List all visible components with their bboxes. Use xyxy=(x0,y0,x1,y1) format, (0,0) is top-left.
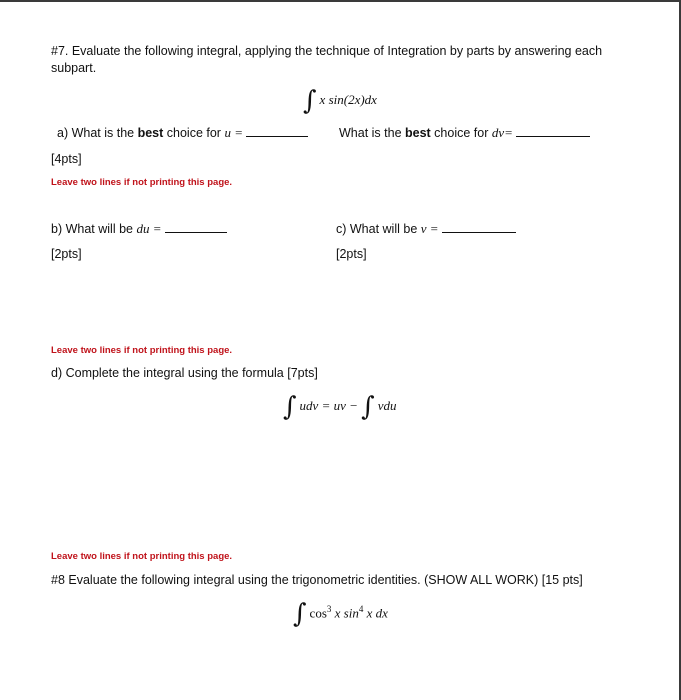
q8-title: #8 Evaluate the following integral using the trigonometric identities. (SHOW ALL WORK) [15 pts] xyxy=(51,573,583,587)
formula-left: udv = uv − xyxy=(299,398,358,413)
formula-right: vdu xyxy=(377,398,397,413)
q7-dv-question xyxy=(339,125,590,141)
q8-end: x dx xyxy=(363,605,388,621)
q7-dv-answer-blank[interactable] xyxy=(516,126,590,137)
q7b-answer-blank[interactable] xyxy=(165,222,227,233)
q7b-question xyxy=(51,221,227,237)
integral-symbol: ∫ xyxy=(303,86,317,116)
q8-integral xyxy=(293,599,388,630)
q7b-prefix: b) What will be xyxy=(51,222,137,236)
q7c-points: [2pts] xyxy=(336,247,367,261)
q7c-prefix: c) What will be xyxy=(336,222,421,236)
integral-symbol: ∫ xyxy=(283,392,297,422)
q7-integral-expression: x sin(2x)dx xyxy=(319,92,377,107)
warning-note-3: Leave two lines if not printing this page. xyxy=(51,551,233,562)
integration-by-parts-formula xyxy=(283,392,397,422)
warning-note-2: Leave two lines if not printing this page. xyxy=(51,345,233,356)
q7b-variable: du = xyxy=(136,221,162,236)
q8-cos-exponent: 3 xyxy=(326,604,332,614)
q7a-variable: u = xyxy=(224,125,243,140)
q7-dv-suffix: choice for xyxy=(430,126,492,140)
q8-mid: x sin xyxy=(331,605,359,621)
q7-dv-variable: dv= xyxy=(491,125,513,140)
q7a-question xyxy=(57,125,308,141)
integral-symbol: ∫ xyxy=(361,392,375,422)
q7a-answer-blank[interactable] xyxy=(246,126,308,137)
q7a-points: [4pts] xyxy=(51,152,82,166)
warning-note-1: Leave two lines if not printing this page. xyxy=(51,177,233,188)
q7b-points: [2pts] xyxy=(51,247,82,261)
q7-title-line2: subpart. xyxy=(51,61,97,75)
q7c-variable: v = xyxy=(420,221,439,236)
q7-integral xyxy=(303,86,377,116)
q7a-bold-word: best xyxy=(137,126,164,140)
page-border-top xyxy=(0,0,681,2)
q7a-suffix: choice for xyxy=(163,126,225,140)
q7d-question: d) Complete the integral using the formula [7pts] xyxy=(51,366,318,380)
q7-title-line1: #7. Evaluate the following integral, applying the technique of Integration by parts by answering each xyxy=(51,44,603,58)
q8-sin-exponent: 4 xyxy=(358,604,364,614)
q8-cos: cos xyxy=(309,605,327,621)
q7-dv-bold-word: best xyxy=(405,126,431,140)
q7c-answer-blank[interactable] xyxy=(442,222,516,233)
q7c-question xyxy=(336,221,516,237)
q7-dv-prefix: What is the xyxy=(339,126,405,140)
integral-symbol: ∫ xyxy=(293,599,307,630)
q7a-prefix: a) What is the xyxy=(57,126,138,140)
